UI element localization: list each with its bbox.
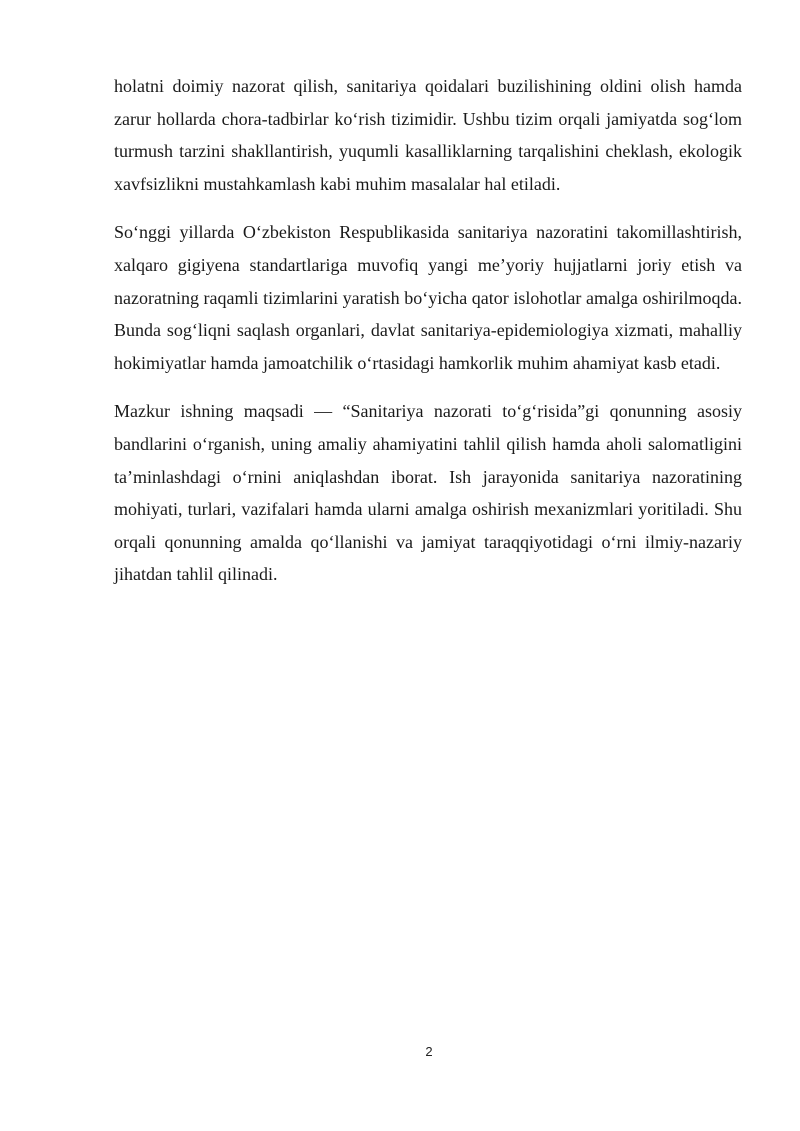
paragraph-1: holatni doimiy nazorat qilish, sanitariya qoidalari buzilishining oldini olish hamda zarur hollarda chora-tadbirlar ko‘rish tizimidir. Ushbu tizim orqali jamiyatda sog‘lom turmush tarzini shakllantirish, yuqumli kasalliklarning tarqalishini cheklash, ekologik xavfsizlikni mustahkamlash kabi muhim masalalar hal etiladi. [114, 76, 742, 194]
document-body [114, 70, 742, 607]
page-number: 2 [425, 1044, 433, 1059]
paragraph-3: Mazkur ishning maqsadi — “Sanitariya nazorati to‘g‘risida”gi qonunning asosiy bandlarini o‘rganish, uning amaliy ahamiyatini tahlil qilish hamda aholi salomatligini ta’minlashdagi o‘rnini aniqlashdan iborat. Ish jarayonida sanitariya nazoratining mohiyati, turlari, vazifalari hamda ularni amalga oshirish mexanizmlari yoritiladi. Shu orqali qonunning amalda qo‘llanishi va jamiyat taraqqiyotidagi o‘rni ilmiy-nazariy jihatdan tahlil qilinadi. [114, 401, 742, 585]
paragraph-2: So‘nggi yillarda O‘zbekiston Respublikasida sanitariya nazoratini takomillashtirish, xalqaro gigiyena standartlariga muvofiq yangi me’yoriy hujjatlarni joriy etish va nazoratning raqamli tizimlarini yaratish bo‘yicha qator islohotlar amalga oshirilmoqda. Bunda sog‘liqni saqlash organlari, davlat sanitariya-epidemiologiya xizmati, mahalliy hokimiyatlar hamda jamoatchilik o‘rtasidagi hamkorlik muhim ahamiyat kasb etadi. [114, 222, 742, 373]
